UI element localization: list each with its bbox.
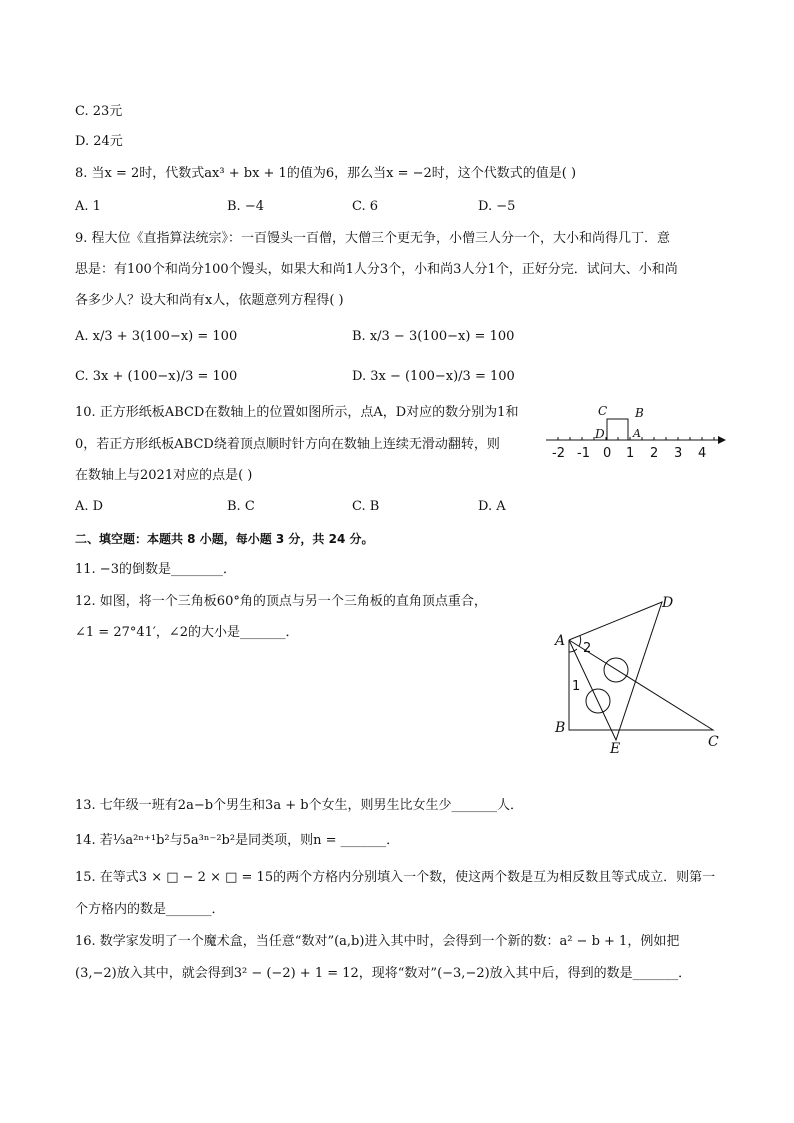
q8-option-a: A. 1 — [75, 199, 101, 214]
vertex-label-a: A — [555, 633, 566, 649]
tick-label: 2 — [650, 446, 659, 461]
angle-label-2: 2 — [583, 641, 592, 656]
q14-stem: 14. 若⅓a²ⁿ⁺¹b²与5a³ⁿ⁻²b²是同类项，则n = _______． — [75, 833, 400, 848]
q10-option-b: B. C — [227, 499, 255, 514]
tick-label: 1 — [626, 446, 635, 461]
q10-line-3: 在数轴上与2021对应的点是( ) — [75, 468, 253, 483]
q15-line-2: 个方格内的数是_______． — [75, 902, 225, 917]
tick-label: 0 — [603, 446, 612, 461]
q12-line-2: ∠1 = 27°41′，∠2的大小是_______． — [75, 625, 299, 640]
q12-triangle-figure — [550, 590, 730, 760]
axis-arrow-icon — [718, 436, 726, 444]
q8-option-c: C. 6 — [352, 199, 379, 214]
q9-line-1: 9. 程大位《直指算法统宗》：一百馒头一百僧，大僧三个更无争，小僧三人分一个，大小和尚得几丁．意 — [75, 231, 671, 246]
q9-option-a: A. x/3 + 3(100−x) = 100 — [75, 329, 238, 344]
vertex-label-c: C — [598, 404, 608, 418]
triangle-ade — [569, 602, 662, 740]
q10-option-d: D. A — [478, 499, 506, 514]
angle-label-1: 1 — [572, 679, 581, 694]
q16-line-2: (3,−2)放入其中，就会得到3² − (−2) + 1 = 12，现将“数对”(−3,−2)放入其中后，得到的数是_______． — [75, 966, 692, 981]
q16-line-1: 16. 数学家发明了一个魔术盒，当任意“数对”(a,b)进入其中时，会得到一个新的数：a² − b + 1，例如把 — [75, 934, 680, 949]
q8-option-d: D. −5 — [478, 199, 516, 214]
q8-stem: 8. 当x = 2时，代数式ax³ + bx + 1的值为6，那么当x = −2时，这个代数式的值是( ) — [75, 166, 577, 181]
q9-option-c: C. 3x + (100−x)/3 = 100 — [75, 369, 238, 384]
tick-label: 4 — [698, 446, 707, 461]
q9-line-2: 思是：有100个和尚分100个馒头，如果大和尚1人分3个，小和尚3人分1个，正好分完．试问大、小和尚 — [75, 262, 678, 277]
q7-option-d: D. 24元 — [75, 134, 123, 149]
q10-option-a: A. D — [75, 499, 104, 514]
q10-number-line-figure — [540, 400, 730, 465]
q9-option-d: D. 3x − (100−x)/3 = 100 — [352, 369, 515, 384]
q8-option-b: B. −4 — [227, 199, 264, 214]
q9-option-b: B. x/3 − 3(100−x) = 100 — [352, 329, 515, 344]
vertex-label-d: D — [595, 427, 605, 441]
q9-line-3: 各多少人？设大和尚有x人，依题意列方程得( ) — [75, 293, 344, 308]
vertex-label-b: B — [555, 720, 566, 736]
square-abcd — [607, 419, 628, 440]
q13-stem: 13. 七年级一班有2a−b个男生和3a + b个女生，则男生比女生少_______人． — [75, 798, 524, 813]
vertex-label-d: D — [662, 595, 674, 611]
q15-line-1: 15. 在等式3 × □ − 2 × □ = 15的两个方格内分别填入一个数，使这两个数是互为相反数且等式成立．则第一 — [75, 870, 716, 885]
vertex-label-a: A — [633, 427, 641, 440]
q10-option-c: C. B — [352, 499, 380, 514]
tick-label: -1 — [577, 446, 590, 461]
vertex-label-c: C — [708, 734, 719, 750]
vertex-label-b: B — [635, 406, 644, 420]
tick-label: 3 — [674, 446, 683, 461]
tick-label: -2 — [552, 446, 565, 461]
vertex-label-e: E — [610, 741, 621, 757]
angle-2-arc — [579, 636, 581, 646]
section-heading: 二、填空题：本题共 8 小题，每小题 3 分，共 24 分。 — [75, 532, 374, 546]
q7-option-c: C. 23元 — [75, 104, 123, 119]
q11-stem: 11. −3的倒数是________． — [75, 562, 236, 577]
triangle-hole — [604, 658, 628, 682]
q10-line-2: 0，若正方形纸板ABCD绕着顶点顺时针方向在数轴上连续无滑动翻转，则 — [75, 437, 500, 452]
q10-line-1: 10. 正方形纸板ABCD在数轴上的位置如图所示，点A，D对应的数分别为1和 — [75, 405, 519, 420]
q12-line-1: 12. 如图，将一个三角板60°角的顶点与另一个三角板的直角顶点重合， — [75, 594, 487, 609]
